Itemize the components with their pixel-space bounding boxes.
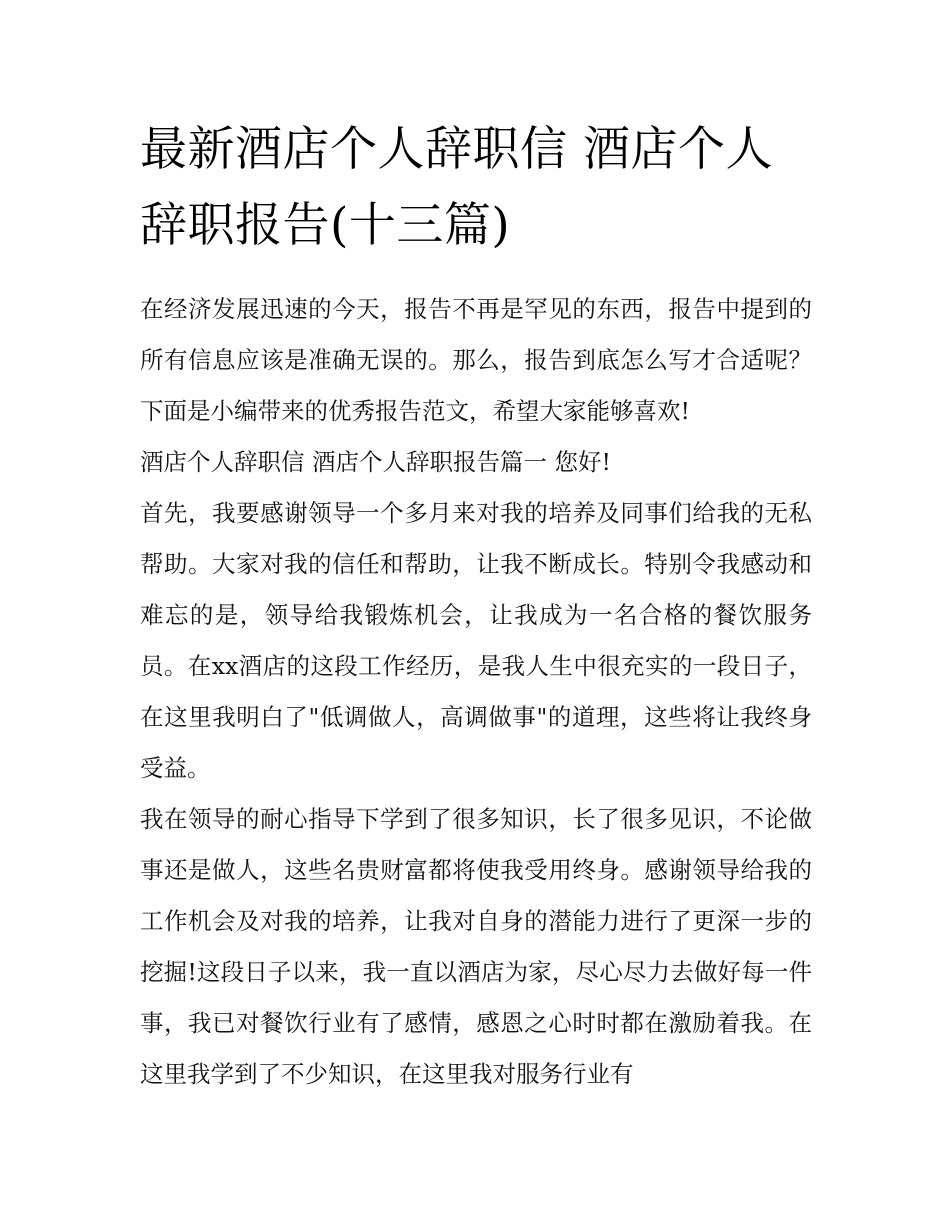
body-paragraph: 我在领导的耐心指导下学到了很多知识，长了很多见识，不论做事还是做人，这些名贵财富都将使我受用终身。感谢领导给我的工作机会及对我的培养，让我对自身的潜能力进行了更深一步的挖掘!这段日子以来，我一直以酒店为家，尽心尽力去做好每一件事，我已对餐饮行业有了感情，感恩之心时时都在激励着我。在这里我学到了不少知识，在这里我对服务行业有 (140, 805, 812, 1088)
intro-paragraph: 在经济发展迅速的今天，报告不再是罕见的东西，报告中提到的所有信息应该是准确无误的。那么，报告到底怎么写才合适呢？下面是小编带来的优秀报告范文，希望大家能够喜欢! (140, 295, 812, 425)
title-line-1: 最新酒店个人辞职信 酒店个人 (140, 122, 773, 177)
document-title (140, 112, 812, 264)
section-heading: 酒店个人辞职信 酒店个人辞职报告篇一 您好! (140, 448, 611, 476)
document-page (140, 112, 812, 1100)
body-paragraph: 首先，我要感谢领导一个多月来对我的培养及同事们给我的无私帮助。大家对我的信任和帮助，让我不断成长。特别令我感动和难忘的是，领导给我锻炼机会，让我成为一名合格的餐饮服务员。在xx酒店的这段工作经历，是我人生中很充实的一段日子，在这里我明白了"低调做人，高调做事"的道理，这些将让我终身受益。 (140, 499, 812, 782)
document-body (140, 284, 812, 1100)
title-line-2: 辞职报告(十三篇) (140, 198, 511, 253)
